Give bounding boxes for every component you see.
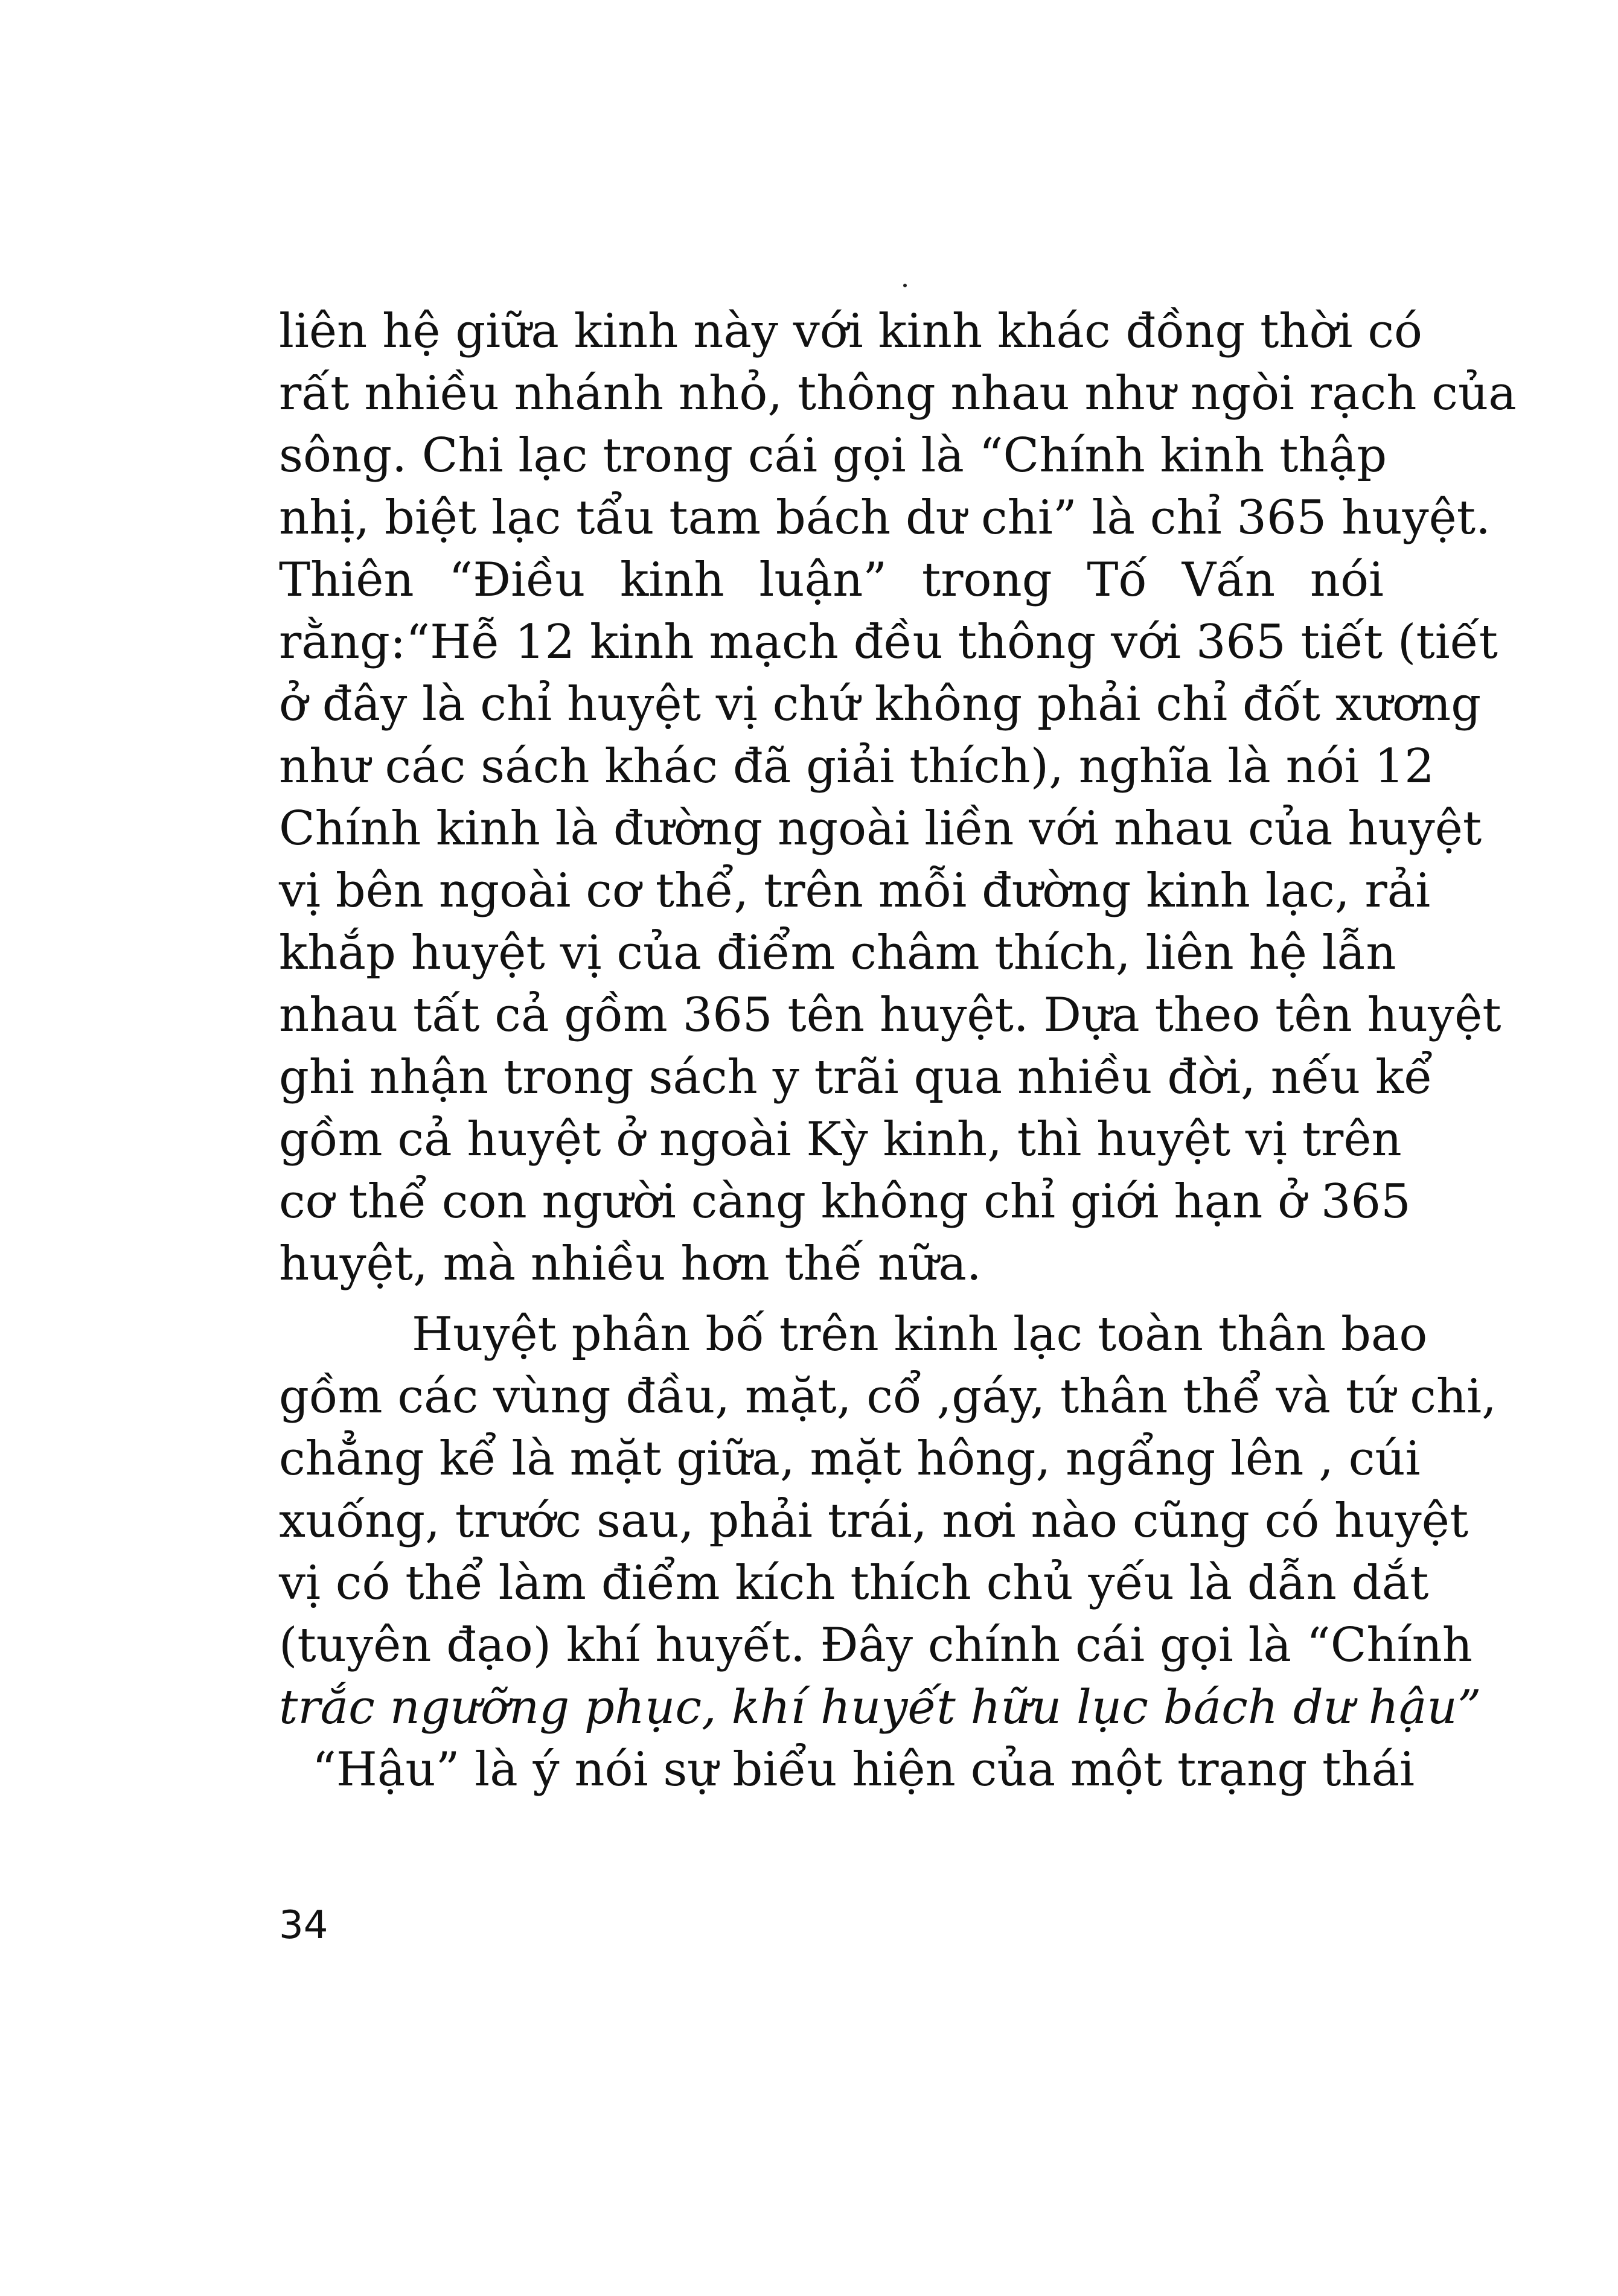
paragraph-1 (279, 301, 1517, 1295)
text-line: vị bên ngoài cơ thể, trên mỗi đường kinh lạc, rải (279, 864, 1431, 918)
text-line: như các sách khác đã giải thích), nghĩa là nói 12 (279, 739, 1434, 794)
text-line: gồm các vùng đầu, mặt, cổ ,gáy, thân thể và tứ chi, (279, 1370, 1497, 1424)
text-line: ở đây là chỉ huyệt vị chứ không phải chỉ đốt xương (279, 677, 1482, 732)
text-line: Chính kinh là đường ngoài liền với nhau của huyệt (279, 802, 1482, 856)
text-line: (tuyên đạo) khí huyết. Đây chính cái gọi là “Chính (279, 1618, 1473, 1673)
text-line: khắp huyệt vị của điểm châm thích, liên hệ lẫn (279, 926, 1396, 980)
text-line: nhau tất cả gồm 365 tên huyệt. Dựa theo tên huyệt (279, 988, 1501, 1042)
text-line: trắc ngưỡng phục, khí huyết hữu lục bách dư hậu” (279, 1680, 1482, 1735)
paragraph-2 (279, 1304, 1497, 1801)
text-line: Huyệt phân bố trên kinh lạc toàn thân bao (412, 1307, 1428, 1362)
print-speck (903, 284, 907, 287)
text-line: rất nhiều nhánh nhỏ, thông nhau như ngòi rạch của (279, 366, 1517, 421)
text-line: chẳng kể là mặt giữa, mặt hông, ngẩng lên , cúi (279, 1432, 1421, 1486)
text-line: huyệt, mà nhiều hơn thế nữa. (279, 1237, 982, 1291)
page-number: 34 (279, 1903, 328, 1948)
text-line: xuống, trước sau, phải trái, nơi nào cũng có huyệt (279, 1494, 1469, 1548)
text-line: sông. Chi lạc trong cái gọi là “Chính kinh thập (279, 429, 1387, 483)
text-line: Thiên “Điều kinh luận” trong Tố Vấn nói (279, 553, 1384, 607)
text-line: liên hệ giữa kinh này với kinh khác đồng thời có (279, 304, 1423, 359)
text-line: gồm cả huyệt ở ngoài Kỳ kinh, thì huyệt vị trên (279, 1112, 1402, 1167)
text-line: cơ thể con người càng không chỉ giới hạn ở 365 (279, 1175, 1411, 1229)
text-line: ghi nhận trong sách y trãi qua nhiều đời, nếu kể (279, 1050, 1433, 1105)
text-line: rằng:“Hễ 12 kinh mạch đều thông với 365 tiết (tiết (279, 615, 1498, 669)
text-line: “Hậu” là ý nói sự biểu hiện của một trạng thái (312, 1743, 1415, 1797)
text-line: vị có thể làm điểm kích thích chủ yếu là dẫn dắt (279, 1556, 1429, 1610)
text-line: nhị, biệt lạc tẩu tam bách dư chi” là chỉ 365 huyệt. (279, 491, 1491, 545)
